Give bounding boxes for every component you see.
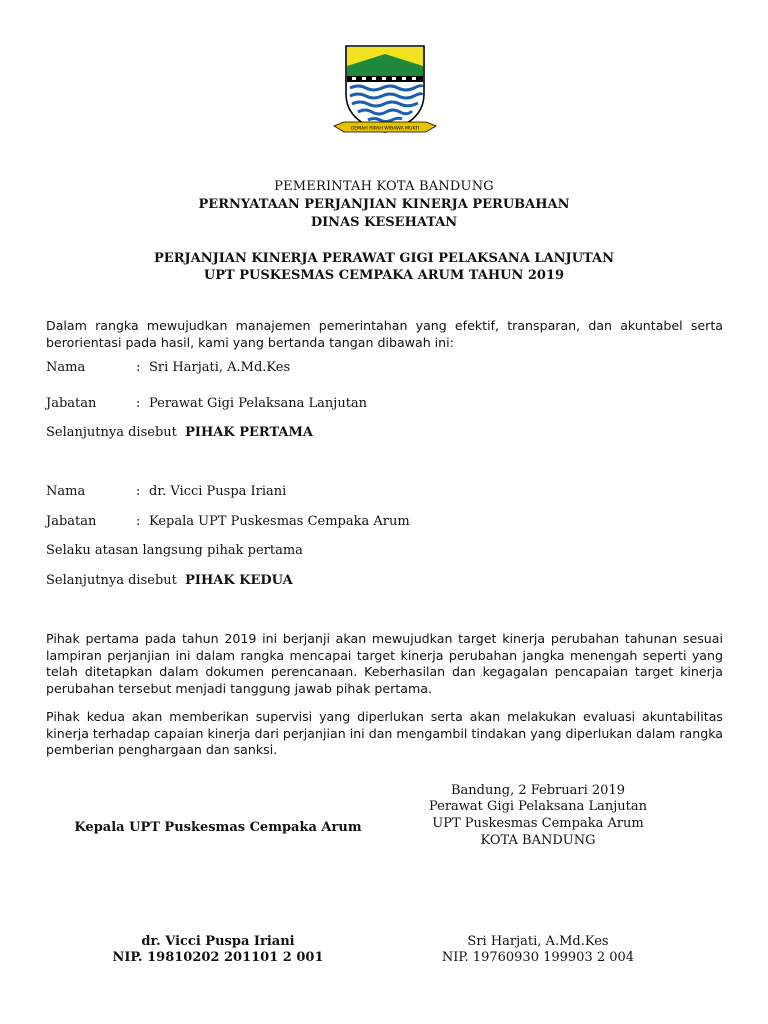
party2-position-label: Jabatan	[46, 514, 97, 529]
party1-name-label: Nama	[46, 360, 86, 375]
signature-left-name: dr. Vicci Puspa Iriani	[141, 934, 295, 949]
party2-name-colon: :	[136, 484, 141, 499]
party1-position-colon: :	[136, 396, 141, 411]
party2-referred-row	[46, 573, 293, 588]
header-unit-year: UPT PUSKESMAS CEMPAKA ARUM TAHUN 2019	[203, 268, 565, 283]
header-institution: PEMERINTAH KOTA BANDUNG	[274, 179, 494, 194]
signature-place-date: Bandung, 2 Februari 2019	[451, 783, 625, 798]
party2-name-row	[46, 484, 286, 499]
party2-name-value: dr. Vicci Puspa Iriani	[149, 484, 287, 499]
logo-motto: GEMAH RIPAH WIBAWA MUKTI	[350, 126, 420, 132]
intro-paragraph: Dalam rangka mewujudkan manajemen pemerintahan yang efektif, transparan, dan akuntabel serta berorientasi pada hasil, kami yang bertanda tangan dibawah ini:	[46, 318, 723, 350]
body-paragraph-2: Pihak kedua akan memberikan supervisi yang diperlukan serta akan melakukan evaluasi akuntabilitas kinerja terhadap capaian kinerja dari perjanjian ini dan mengambil tindakan yang diperlukan dalam rangka pemberian penghargaan dan sanksi.	[46, 709, 723, 757]
party1-position-label: Jabatan	[46, 396, 97, 411]
party1-name-colon: :	[136, 360, 141, 375]
header-agreement-title: PERJANJIAN KINERJA PERAWAT GIGI PELAKSANA LANJUTAN	[154, 251, 614, 266]
signature-right-nip: NIP. 19760930 199903 2 004	[441, 950, 635, 965]
party2-position-row	[46, 514, 410, 529]
party2-designation: PIHAK KEDUA	[185, 573, 293, 588]
signature-left-title: Kepala UPT Puskesmas Cempaka Arum	[74, 820, 362, 835]
party1-name-row	[46, 360, 290, 375]
body-paragraph-1: Pihak pertama pada tahun 2019 ini berjanji akan mewujudkan target kinerja perubahan tahunan sesuai lampiran perjanjian ini dalam rangka mencapai target kinerja perubahan jangka menengah seperti yang telah ditetapkan dalam dokumen perencanaan. Keberhasilan dan kegagalan pencapaian target kinerja perubahan tersebut menjadi tanggung jawab pihak pertama.	[46, 631, 723, 696]
signature-left-nip: NIP. 19810202 201101 2 001	[112, 950, 324, 965]
party1-designation: PIHAK PERTAMA	[185, 425, 313, 440]
party2-referred-prefix: Selanjutnya disebut	[46, 573, 177, 588]
header-title: PERNYATAAN PERJANJIAN KINERJA PERUBAHAN	[198, 197, 570, 212]
signature-right-title-3: KOTA BANDUNG	[480, 833, 596, 848]
signature-right-title-1: Perawat Gigi Pelaksana Lanjutan	[428, 799, 648, 814]
party1-referred-prefix: Selanjutnya disebut	[46, 425, 177, 440]
kota-bandung-coat-of-arms-icon	[330, 40, 440, 144]
party2-position-value: Kepala UPT Puskesmas Cempaka Arum	[149, 514, 410, 529]
party1-position-row	[46, 396, 367, 411]
party2-role-row: Selaku atasan langsung pihak pertama	[46, 543, 303, 558]
header-department: DINAS KESEHATAN	[310, 215, 458, 230]
signature-right-title-2: UPT Puskesmas Cempaka Arum	[432, 816, 644, 831]
party2-name-label: Nama	[46, 484, 86, 499]
party1-referred-row	[46, 425, 313, 440]
party1-position-value: Perawat Gigi Pelaksana Lanjutan	[149, 396, 368, 411]
party1-name-value: Sri Harjati, A.Md.Kes	[149, 360, 291, 375]
party2-position-colon: :	[136, 514, 141, 529]
signature-right-name: Sri Harjati, A.Md.Kes	[467, 934, 609, 949]
